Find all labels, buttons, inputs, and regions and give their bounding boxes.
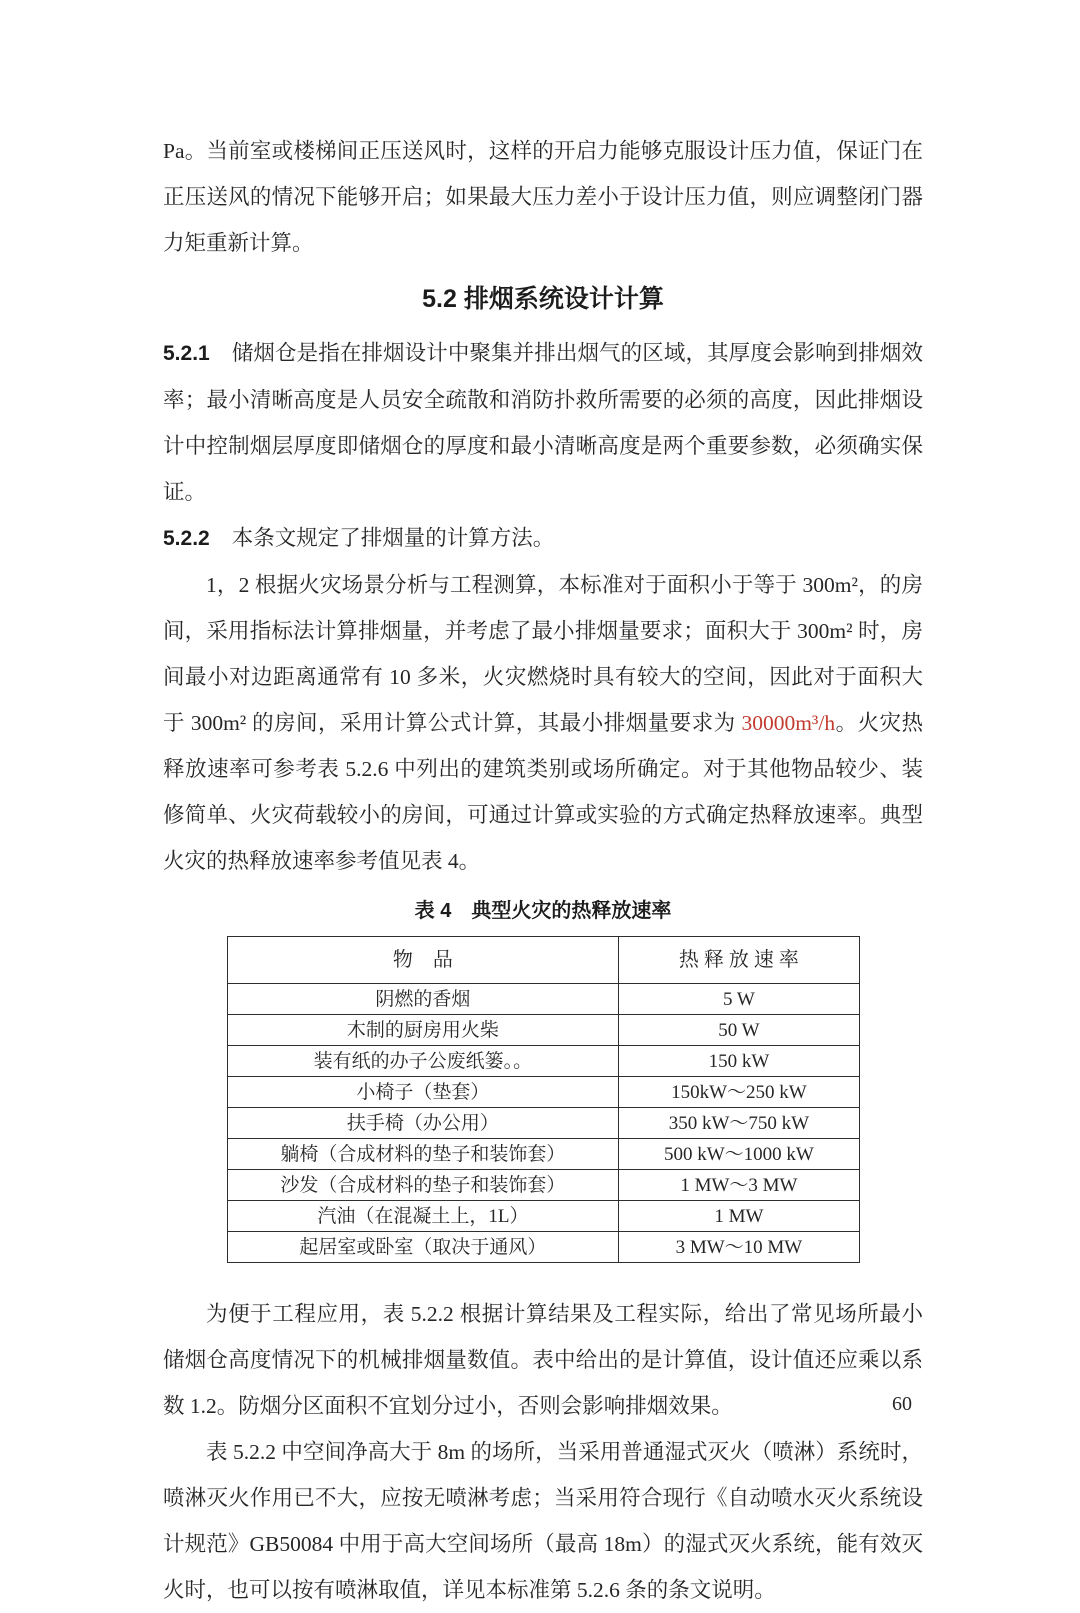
- item-name-cell: 躺椅（合成材料的垫子和装饰套）: [227, 1139, 619, 1170]
- paragraph-smoke-extraction-volume: [163, 562, 923, 884]
- text-run: 为便于工程应用，表 5.2.2 根据计算结果及工程实际，给出了常见场所最小储烟仓高度情况下的机械排烟量数值。表中给出的是计算值，设计值还应乘以系数 1.2。防烟分区面积不宜划分过小，否则会影响排烟效果。: [163, 1302, 923, 1418]
- heat-release-rate-cell: 1 MW: [619, 1201, 859, 1232]
- item-name-cell: 沙发（合成材料的垫子和装饰套）: [227, 1170, 619, 1201]
- clause-number: 5.2.1: [163, 342, 210, 365]
- heat-release-rate-cell: 350 kW～750 kW: [619, 1108, 859, 1139]
- paragraph-engineering-application: [163, 1291, 923, 1429]
- table-row: [227, 1201, 859, 1232]
- heat-release-rate-cell: 150 kW: [619, 1046, 859, 1077]
- table-row: [227, 1170, 859, 1201]
- section-heading: 5.2 排烟系统设计计算: [422, 285, 664, 313]
- heat-release-rate-table: [227, 936, 860, 1263]
- table-row: [227, 984, 859, 1015]
- table-row: [227, 1108, 859, 1139]
- table-row: [227, 1046, 859, 1077]
- paragraph-sprinkler-note: [163, 1429, 923, 1613]
- item-name-cell: 汽油（在混凝土上，1L）: [227, 1201, 619, 1232]
- item-name-cell: 阴燃的香烟: [227, 984, 619, 1015]
- clause-5-2-1: [163, 330, 923, 515]
- highlighted-value: 30000m³/h: [741, 711, 836, 735]
- text-run: Pa。当前室或楼梯间正压送风时，这样的开启力能够克服设计压力值，保证门在正压送风的情况下能够开启；如果最大压力差小于设计压力值，则应调整闭门器力矩重新计算。: [163, 139, 923, 255]
- clause-5-2-2: [163, 515, 923, 562]
- table-row: [227, 1139, 859, 1170]
- item-name-cell: 装有纸的办子公废纸篓。。: [227, 1046, 619, 1077]
- heat-release-rate-cell: 150kW～250 kW: [619, 1077, 859, 1108]
- text-run: 1，2 根据火灾场景分析与工程测算，本标准对于面积小于等于 300m²，的房间，采用指标法计算排烟量，并考虑了最小排烟量要求；面积大于 300m² 时，房间最小对边距离通常有 10 多米，火灾燃烧时具有较大的空间，因此对于面积大于 300m² 的房间，采用计算公式计算，其最小排烟量要求为: [163, 573, 923, 735]
- paragraph-continuation: [163, 128, 923, 266]
- page-number: 60: [892, 1393, 912, 1415]
- text-run: 。火灾热释放速率可参考表 5.2.6 中列出的建筑类别或场所确定。对于其他物品较少、装修简单、火灾荷载较小的房间，可通过计算或实验的方式确定热释放速率。典型火灾的热释放速率参考值见表 4。: [163, 711, 923, 873]
- table-row: [227, 1015, 859, 1046]
- table-caption: 表 4 典型火灾的热释放速率: [414, 900, 672, 922]
- text-run: 表 5.2.2 中空间净高大于 8m 的场所，当采用普通湿式灭火（喷淋）系统时，喷淋灭火作用已不大，应按无喷淋考虑；当采用符合现行《自动喷水灭火系统设计规范》GB50084 中用于高大空间场所（最高 18m）的湿式灭火系统，能有效灭火时，也可以按有喷淋取值，详见本标准第 5.2.6 条的条文说明。: [163, 1440, 923, 1602]
- clause-text: 本条文规定了排烟量的计算方法。: [231, 526, 555, 550]
- closing-paragraphs: [163, 1291, 923, 1613]
- heat-release-rate-cell: 5 W: [619, 984, 859, 1015]
- heat-release-rate-cell: 50 W: [619, 1015, 859, 1046]
- clause-text: 储烟仓是指在排烟设计中聚集并排出烟气的区域，其厚度会影响到排烟效率；最小清晰高度是人员安全疏散和消防扑救所需要的必须的高度，因此排烟设计中控制烟层厚度即储烟仓的厚度和最小清晰高度是两个重要参数，必须确实保证。: [163, 341, 923, 504]
- heat-release-rate-cell: 500 kW～1000 kW: [619, 1139, 859, 1170]
- heat-release-rate-cell: 1 MW～3 MW: [619, 1170, 859, 1201]
- table-row: [227, 1077, 859, 1108]
- item-name-cell: 木制的厨房用火柴: [227, 1015, 619, 1046]
- column-header-item: 物 品: [227, 937, 619, 984]
- item-name-cell: 起居室或卧室（取决于通风）: [227, 1232, 619, 1263]
- table-header-row: [227, 937, 859, 984]
- item-name-cell: 扶手椅（办公用）: [227, 1108, 619, 1139]
- heat-release-rate-cell: 3 MW～10 MW: [619, 1232, 859, 1263]
- table-row: [227, 1232, 859, 1263]
- table-body: [227, 984, 859, 1263]
- clause-number: 5.2.2: [163, 527, 210, 550]
- column-header-heat-release-rate: 热 释 放 速 率: [619, 937, 859, 984]
- item-name-cell: 小椅子（垫套）: [227, 1077, 619, 1108]
